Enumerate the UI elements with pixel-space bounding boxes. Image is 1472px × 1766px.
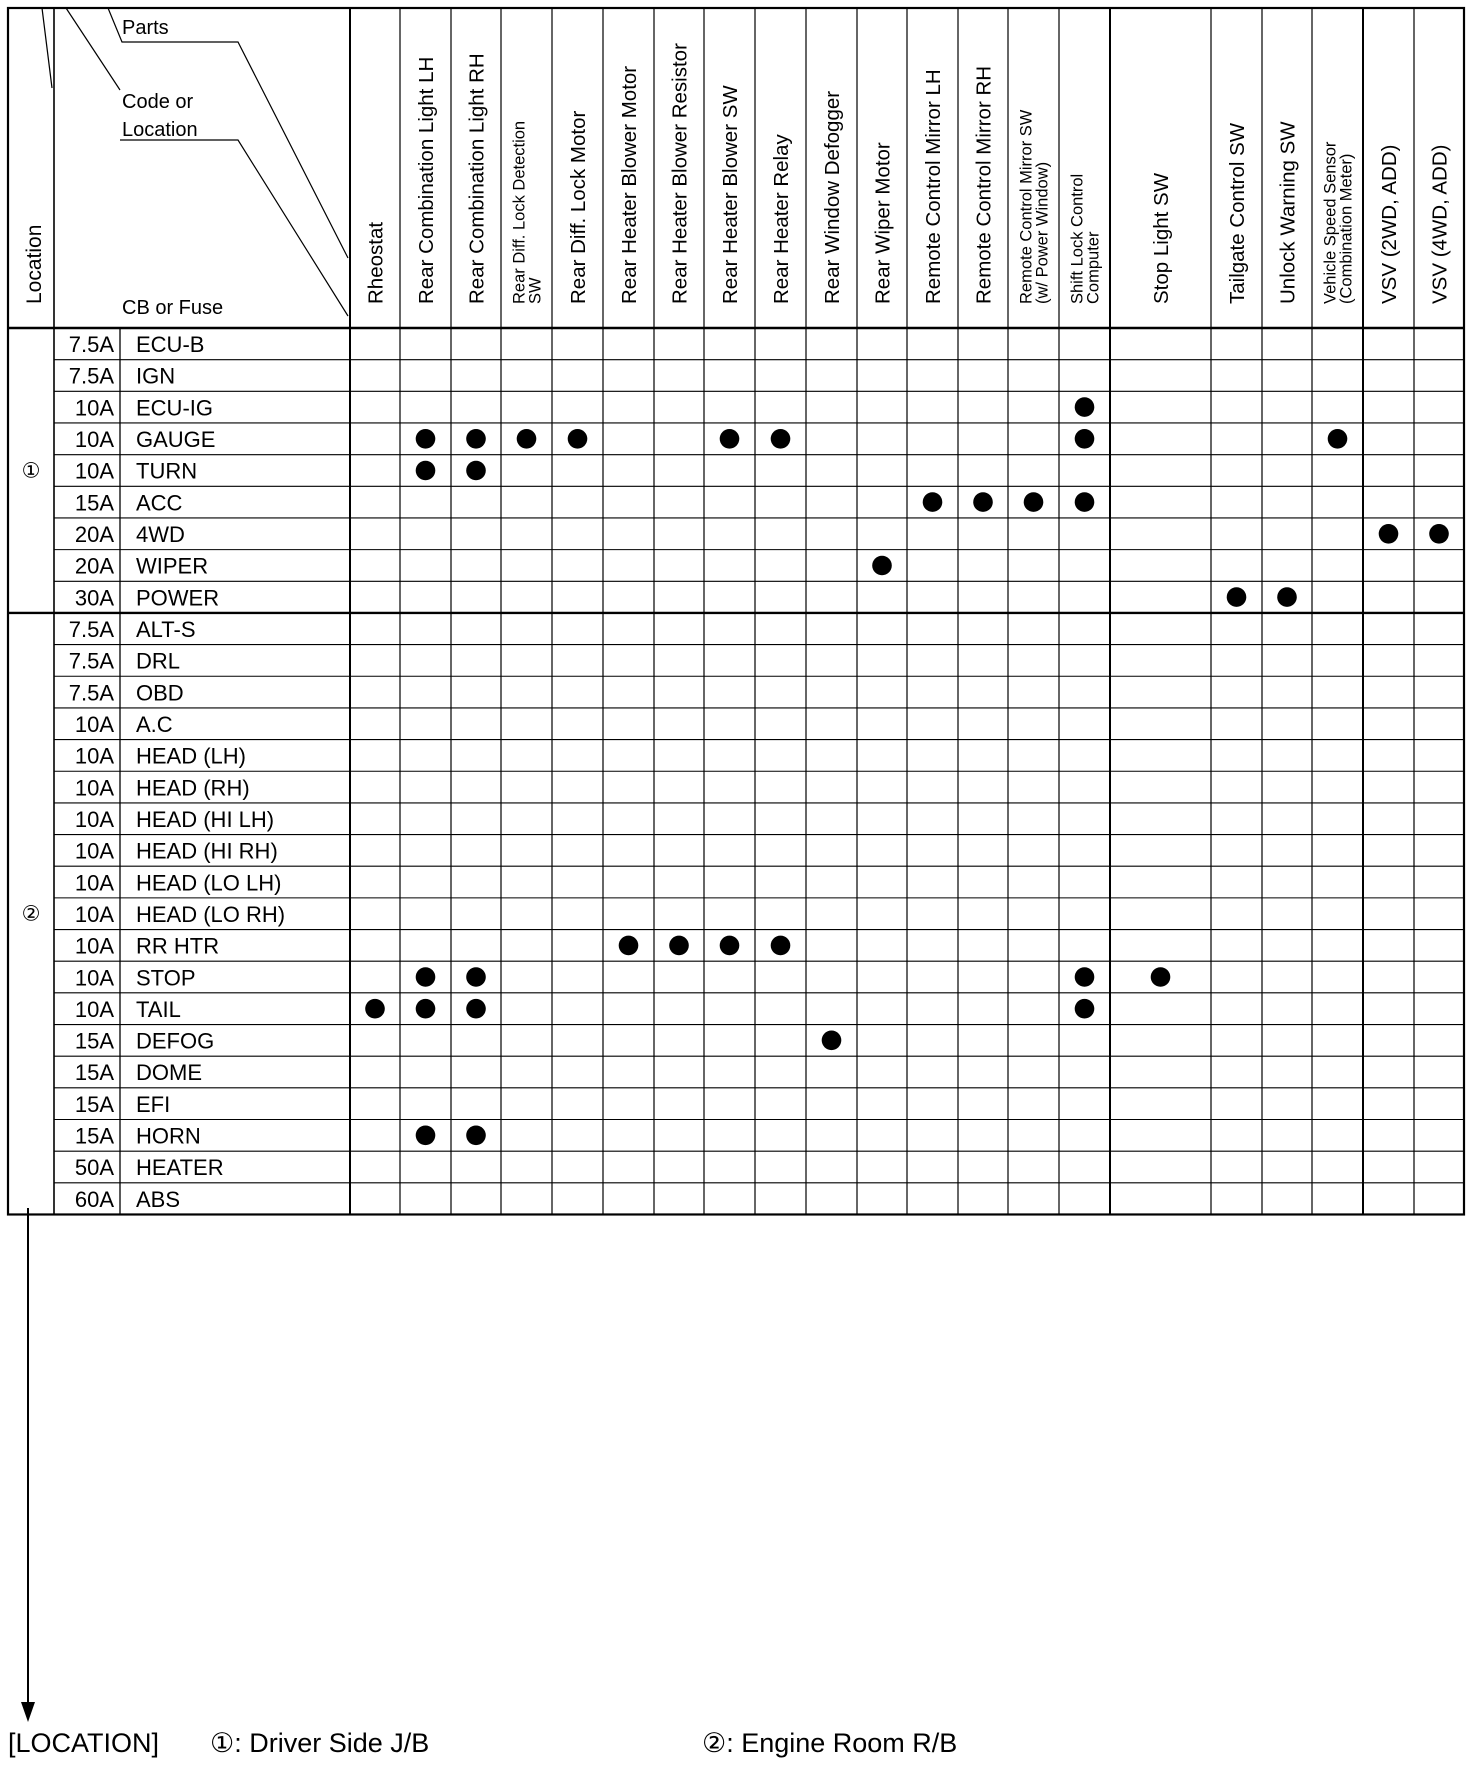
connection-dot xyxy=(1227,587,1247,607)
column-header-rear-heater-relay xyxy=(770,133,793,304)
fuse-name: STOP xyxy=(136,965,196,991)
column-header-rear-heater-blower-sw xyxy=(719,85,742,304)
fuse-amperage: 15A xyxy=(74,1028,114,1054)
column-header-line: VSV (2WD, ADD) xyxy=(1377,144,1401,304)
location-arrow xyxy=(21,1208,35,1722)
column-header-rear-diff-lock-detection-sw xyxy=(510,121,544,304)
connection-dot xyxy=(973,492,993,512)
table-row xyxy=(69,364,175,389)
table-row xyxy=(75,395,213,420)
connection-dot xyxy=(416,429,436,449)
legend-item-driver-side: ①: Driver Side J/B xyxy=(210,1728,430,1758)
fuse-name: 4WD xyxy=(136,522,185,548)
code-location-label-2: Location xyxy=(122,119,198,141)
connection-dot xyxy=(365,999,385,1019)
fuse-amperage: 15A xyxy=(74,1060,114,1086)
connection-dot xyxy=(1075,999,1095,1019)
fuse-name: HEAD (HI RH) xyxy=(136,838,278,864)
location-marker: ① xyxy=(21,458,41,483)
column-header-line: Rear Combination Light RH xyxy=(465,53,489,304)
fuse-amperage: 30A xyxy=(74,585,114,611)
table-row xyxy=(75,744,246,769)
table-row xyxy=(75,839,278,864)
table-row xyxy=(75,712,173,737)
connection-dot xyxy=(466,999,486,1019)
fuse-amperage: 20A xyxy=(74,553,114,579)
connection-dot xyxy=(466,461,486,481)
fuse-name: HORN xyxy=(136,1123,201,1149)
fuse-amperage: 7.5A xyxy=(68,363,114,389)
fuse-amperage: 50A xyxy=(74,1155,114,1181)
column-header-line: Vehicle Speed Sensor xyxy=(1321,141,1340,304)
fuse-name: DEFOG xyxy=(136,1028,215,1054)
connection-dot xyxy=(416,1126,436,1146)
fuse-amperage: 10A xyxy=(74,711,114,737)
connection-dot xyxy=(1277,587,1297,607)
connection-dot xyxy=(416,999,436,1019)
table-row xyxy=(75,1092,170,1117)
table-row xyxy=(75,554,208,579)
fuse-name: RR HTR xyxy=(136,933,220,959)
fuse-name: HEAD (LO LH) xyxy=(136,870,282,896)
column-header-line: Rear Heater Blower SW xyxy=(718,85,742,304)
table-row xyxy=(75,522,185,547)
fuse-name: TAIL xyxy=(136,996,181,1022)
connection-dot xyxy=(1075,397,1095,417)
connection-dot xyxy=(416,461,436,481)
fuse-name: HEAD (HI LH) xyxy=(136,806,275,832)
column-header-vsv-4wd-add xyxy=(1428,145,1451,304)
fuse-amperage: 10A xyxy=(74,427,114,453)
connection-dot xyxy=(1429,524,1449,544)
parts-label: Parts xyxy=(122,17,169,39)
column-header-line: SW xyxy=(526,277,545,304)
fuse-name: ECU-B xyxy=(136,332,205,358)
fuse-amperage: 7.5A xyxy=(68,648,114,674)
column-header-vsv-2wd-add xyxy=(1378,145,1401,304)
table-row xyxy=(75,1155,224,1180)
fuse-amperage: 10A xyxy=(74,775,114,801)
connection-dot xyxy=(1379,524,1399,544)
connection-dot xyxy=(822,1031,842,1051)
column-header-rheostat xyxy=(364,222,387,304)
column-header-line: VSV (4WD, ADD) xyxy=(1428,144,1452,304)
fuse-amperage: 15A xyxy=(74,1123,114,1149)
table-row xyxy=(69,649,180,674)
column-header-rear-window-defogger xyxy=(821,91,844,304)
column-header-line: Rear Diff. Lock Motor xyxy=(566,110,590,304)
fuse-name: TURN xyxy=(136,458,198,484)
column-header-line: Rear Wiper Motor xyxy=(871,142,895,304)
fuse-amperage: 7.5A xyxy=(68,617,114,643)
fuse-amperage: 10A xyxy=(74,806,114,832)
fuse-name: IGN xyxy=(136,363,176,389)
table-rows xyxy=(69,332,285,1212)
column-header-line: Rheostat xyxy=(364,221,388,304)
column-header-rear-heater-blower-motor xyxy=(618,66,641,304)
fuse-amperage: 15A xyxy=(74,490,114,516)
table-row xyxy=(75,870,282,895)
connection-dot xyxy=(720,429,740,449)
cb-fuse-label: CB or Fuse xyxy=(122,297,224,319)
connection-dot xyxy=(517,429,537,449)
fuse-amperage: 7.5A xyxy=(68,680,114,706)
column-header-rear-combination-light-rh xyxy=(465,53,488,304)
fuse-name: ABS xyxy=(136,1186,181,1212)
fuse-amperage: 10A xyxy=(74,395,114,421)
fuse-name: WIPER xyxy=(136,553,209,579)
table-row xyxy=(75,1187,180,1212)
fuse-name: ECU-IG xyxy=(136,395,213,421)
connection-dot xyxy=(1075,429,1095,449)
column-headers xyxy=(364,43,1451,304)
table-row xyxy=(75,1029,214,1054)
column-header-line: Rear Window Defogger xyxy=(820,90,844,304)
fuse-name: EFI xyxy=(136,1091,171,1117)
column-header-remote-control-mirror-sw-w-power-window xyxy=(1017,109,1051,304)
column-header-line: Remote Control Mirror LH xyxy=(921,69,945,304)
connection-dot xyxy=(720,936,740,956)
fuse-amperage: 7.5A xyxy=(68,332,114,358)
fuse-name: OBD xyxy=(136,680,184,706)
fuse-amperage: 10A xyxy=(74,965,114,991)
table-row xyxy=(75,427,216,452)
code-location-label: Code or xyxy=(122,91,194,113)
fuse-name: HEAD (LO RH) xyxy=(136,901,286,927)
column-header-line: Stop Light SW xyxy=(1149,172,1173,304)
fuse-amperage: 15A xyxy=(74,1091,114,1117)
fuse-name: ALT-S xyxy=(136,617,196,643)
fuse-amperage: 10A xyxy=(74,901,114,927)
column-header-tailgate-control-sw xyxy=(1226,122,1249,304)
connection-dot xyxy=(1151,967,1171,987)
table-row xyxy=(69,680,184,705)
fuse-name: DRL xyxy=(136,648,181,674)
table-row xyxy=(75,997,181,1022)
connection-dot xyxy=(771,429,791,449)
fuse-name: HEATER xyxy=(136,1155,224,1181)
column-header-line: Remote Control Mirror SW xyxy=(1017,109,1036,304)
table-row xyxy=(75,1124,201,1149)
connection-dot xyxy=(466,1126,486,1146)
table-row xyxy=(75,902,285,927)
table-row xyxy=(75,807,274,832)
column-header-rear-heater-blower-resistor xyxy=(668,43,691,304)
column-header-shift-lock-control-computer xyxy=(1068,174,1102,304)
table-row xyxy=(75,585,219,610)
connection-dot xyxy=(466,429,486,449)
column-header-remote-control-mirror-rh xyxy=(972,66,995,304)
connection-dot xyxy=(1075,492,1095,512)
fuse-amperage: 10A xyxy=(74,458,114,484)
table-header xyxy=(23,17,223,319)
column-header-rear-wiper-motor xyxy=(871,142,894,304)
table-row xyxy=(75,1060,202,1085)
connection-dot xyxy=(568,429,588,449)
connection-dot xyxy=(923,492,943,512)
column-header-rear-combination-light-lh xyxy=(415,57,438,304)
connection-dot xyxy=(669,936,689,956)
column-header-stop-light-sw xyxy=(1150,172,1173,304)
column-header-unlock-warning-sw xyxy=(1276,121,1299,304)
column-header-line: (Combination Meter) xyxy=(1337,153,1356,304)
column-header-line: Unlock Warning SW xyxy=(1276,121,1300,304)
column-header-line: Shift Lock Control xyxy=(1068,173,1087,304)
column-header-line: Computer xyxy=(1084,231,1103,304)
column-header-line: Tailgate Control SW xyxy=(1225,122,1249,304)
fuse-amperage: 10A xyxy=(74,870,114,896)
location-legend xyxy=(8,1728,958,1759)
table-row xyxy=(75,965,196,990)
column-header-line: Rear Heater Relay xyxy=(769,134,793,304)
column-header-line: Rear Heater Blower Motor xyxy=(617,65,641,304)
column-header-remote-control-mirror-lh xyxy=(922,69,945,304)
connection-dot xyxy=(619,936,639,956)
fuse-name: DOME xyxy=(136,1060,202,1086)
connection-dot xyxy=(1075,967,1095,987)
fuse-name: POWER xyxy=(136,585,220,611)
fuse-name: A.C xyxy=(136,711,173,737)
column-header-line: Remote Control Mirror RH xyxy=(972,65,996,304)
fuse-amperage: 60A xyxy=(74,1186,114,1212)
column-header-vehicle-speed-sensor-combination-meter xyxy=(1321,141,1355,304)
connection-dot xyxy=(771,936,791,956)
column-header-line: (w/ Power Window) xyxy=(1033,161,1052,304)
table-row xyxy=(75,459,197,484)
legend-prefix: [LOCATION] xyxy=(8,1728,160,1758)
fuse-amperage: 10A xyxy=(74,933,114,959)
fuse-amperage: 10A xyxy=(74,996,114,1022)
table-row xyxy=(75,490,183,515)
fuse-name: HEAD (RH) xyxy=(136,775,250,801)
column-header-line: Rear Heater Blower Resistor xyxy=(668,43,692,304)
table-row xyxy=(69,332,205,357)
table-row xyxy=(75,775,250,800)
table-row xyxy=(75,934,219,959)
connection-dot xyxy=(1328,429,1348,449)
location-marker: ② xyxy=(21,901,41,926)
location-label: Location xyxy=(23,224,46,304)
connection-dot xyxy=(416,967,436,987)
fuse-name: GAUGE xyxy=(136,427,216,453)
connection-dot xyxy=(872,556,892,576)
column-header-line: Rear Combination Light LH xyxy=(414,56,438,304)
fuse-amperage: 20A xyxy=(74,522,114,548)
fuse-name: ACC xyxy=(136,490,183,516)
fuse-name: HEAD (LH) xyxy=(136,743,247,769)
column-header-rear-diff-lock-motor xyxy=(567,111,590,304)
fuse-amperage: 10A xyxy=(74,838,114,864)
fuse-amperage: 10A xyxy=(74,743,114,769)
legend-item-engine-room: ②: Engine Room R/B xyxy=(702,1728,958,1758)
connection-dot xyxy=(1024,492,1044,512)
table-row xyxy=(69,617,196,642)
connection-dot xyxy=(466,967,486,987)
column-header-line: Rear Diff. Lock Detection xyxy=(510,120,529,304)
